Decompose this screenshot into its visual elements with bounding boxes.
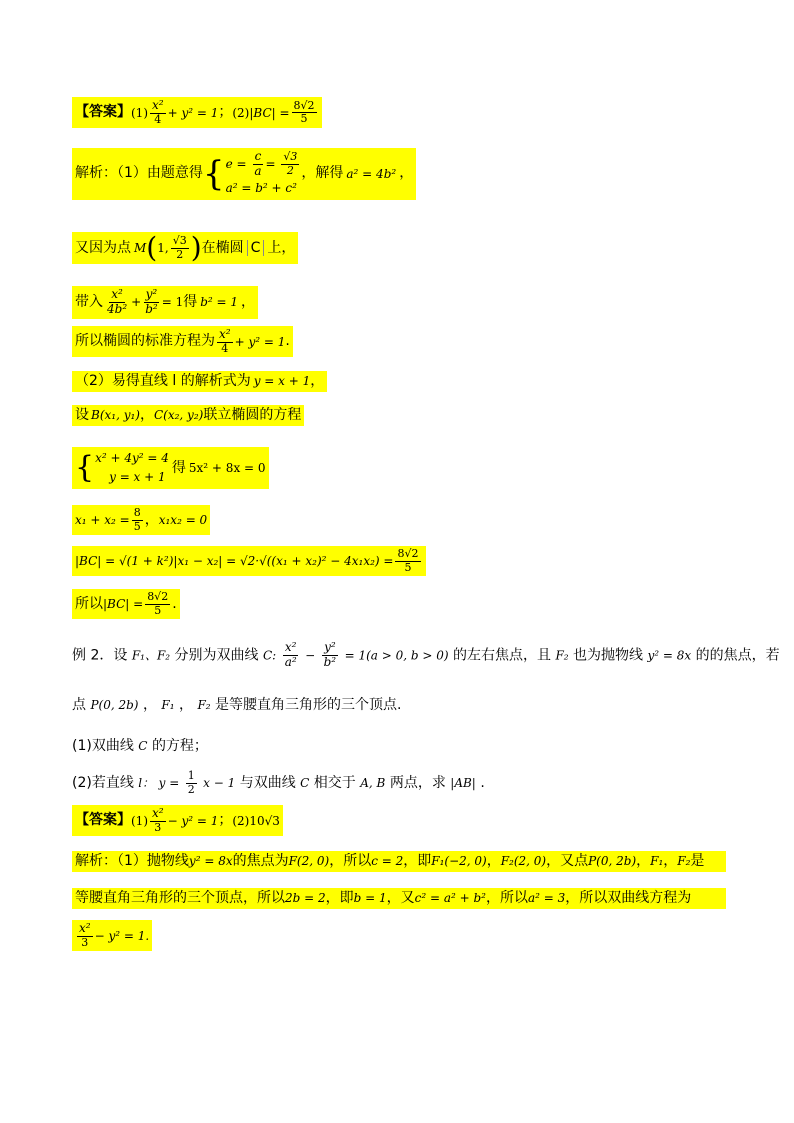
point-m-line: 又因为点 M ( 1, $\frac{√3}{2}$ ) 在椭圆 C 上， [72,232,298,264]
answer1-frac1: $\frac{\text{x²}}{4}$ [152,98,164,126]
bc-result-line: 所以 |BC| = $\frac{8√2}{5}$ . [72,589,180,619]
example2-line1: 例 2．设 F₁、F₂ 分别为双曲线 C: $\frac{\text{x²}}{\text{a²}}$ − $\frac{\text{y²}}{\text{b²}}$ = 1(a > 0, b > 0) 的左右焦点，且 F₂ 也为抛物线 y² = 8x 的的焦点，若 [72,640,780,669]
answer-1: 【答案】 (1) $\frac{\text{x²}}{4}$ + y² = 1 ； (2) |BC| = $\frac{8√2}{5}$ [72,97,322,128]
system-2-line: { x² + 4y² = 4 y = x + 1 得 5x² + 8x = 0 [72,447,269,489]
answer1-frac2: $\frac{8√2}{5}$ [293,98,315,126]
part2-line: （2）易得直线 l 的解析式为 y = x + 1 ， [72,371,327,392]
substitute-line: 带入 $\frac{\text{x²}}{\text{4b²}}$ + $\frac{\text{y²}}{\text{b²}}$ = 1 得 b² = 1 ， [72,286,258,319]
analysis2-line2: 等腰直角三角形的三个顶点，所以 2b = 2 ，即 b = 1 ，又 c² = a² + b² ，所以 a² = 3 ，所以双曲线方程为 [72,888,726,909]
example2-line2: 点 P(0, 2b) ， F₁ ， F₂ 是等腰直角三角形的三个顶点. [72,697,402,713]
bc-formula-line: |BC| = √(1 + k²)|x₁ − x₂| = √2·√((x₁ + x₂)² − 4x₁x₂) = $\frac{8√2}{5}$ [72,546,426,576]
system-2: x² + 4y² = 4 y = x + 1 [95,451,169,485]
analysis2-line3: $\frac{\text{x²}}{3}$ − y² = 1. [72,920,152,951]
analysis-1-line: 解析：（1）由题意得 { e = $\frac{c}{a}$ = $\frac{√3}{2}$ a² = b² + c² ，解得 a² = 4b² ， [72,148,416,200]
answer-2: 【答案】 (1) $\frac{\text{x²}}{3}$ − y² = 1 ； (2) 10√3 [72,805,283,836]
analysis2-line1: 解析：（1）抛物线 y² = 8x 的焦点为 F(2, 0) ，所以 c = 2 ，即 F₁(−2, 0) ， F₂(2, 0) ，又点 P(0, 2b) ， F₁ ， F₂ 是 [72,851,722,872]
question-1: (1)双曲线 C 的方程； [72,738,208,754]
system-1: e = $\frac{c}{a}$ = $\frac{√3}{2}$ a² = b² + c² [225,149,298,195]
set-points-line: 设 B(x₁, y₁) ， C(x₂, y₂) 联立椭圆的方程 [72,405,304,426]
question-2: (2)若直线 l： y = $\frac{1}{2}$ x − 1 与双曲线 C 相交于 A, B 两点，求 |AB| . [72,769,485,796]
vieta-line: x₁ + x₂ = $\frac{8}{5}$ ， x₁x₂ = 0 [72,505,210,535]
answer-label: 【答案】 [75,104,131,121]
standard-eq-line: 所以椭圆的标准方程为 $\frac{\text{x²}}{4}$ + y² = 1 . [72,326,293,357]
